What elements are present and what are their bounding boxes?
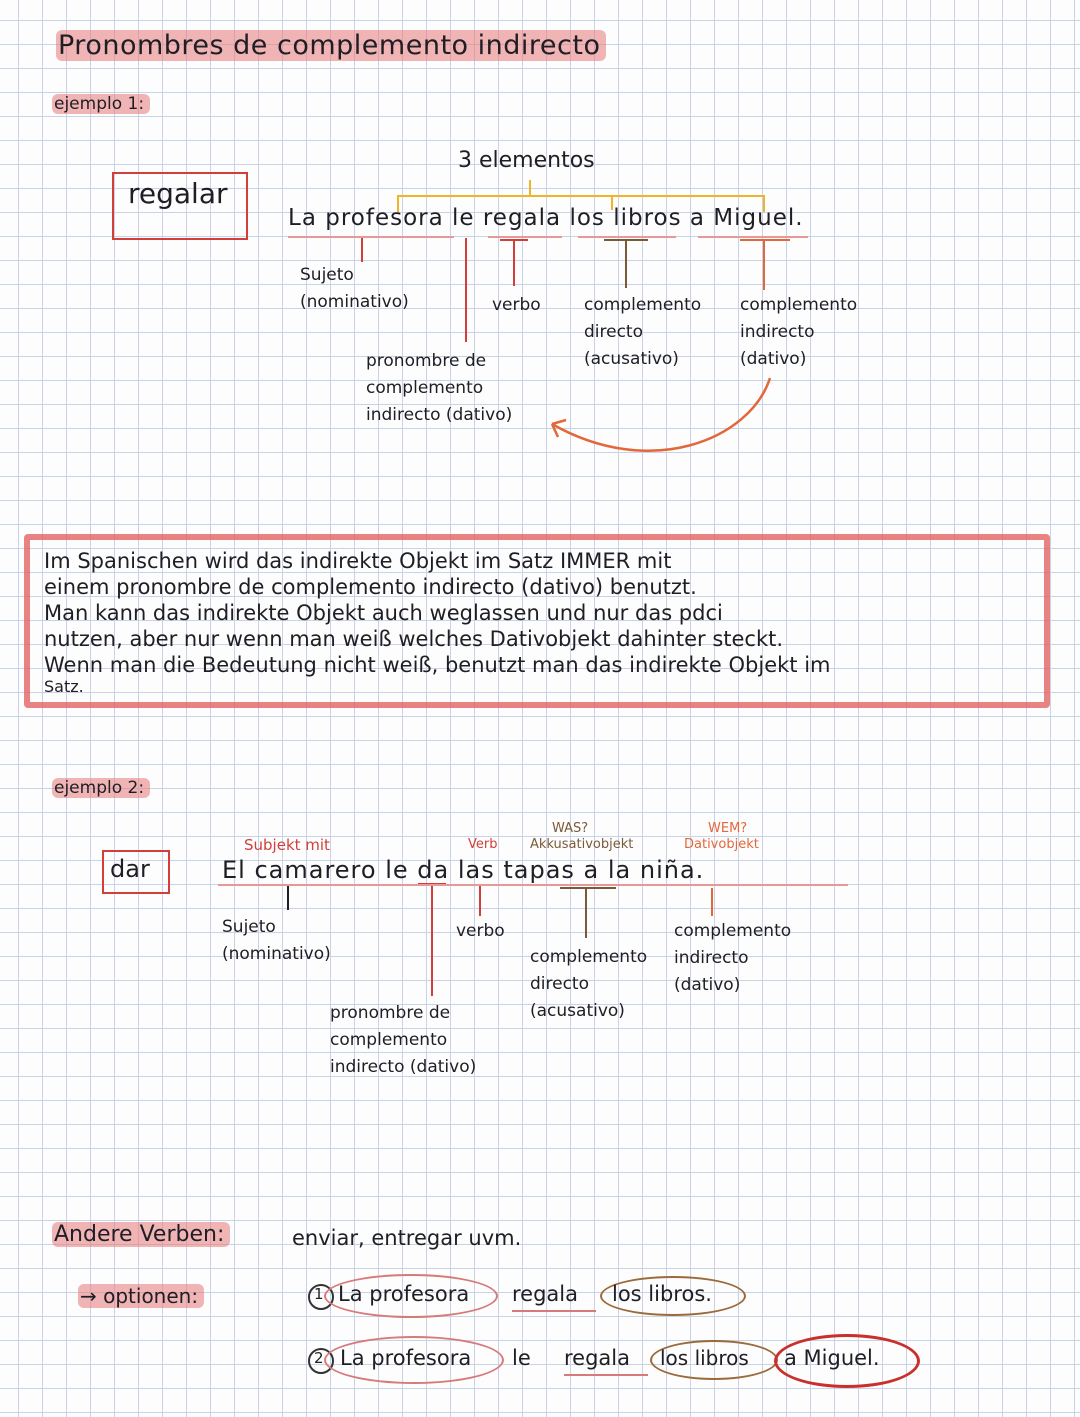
option1-verb: regala [512,1282,578,1306]
example1-label-sujeto: Sujeto (nominativo) [300,265,409,312]
example2-verb: dar [110,855,150,883]
annotation-verb: Verb [468,837,498,852]
annotation-subjekt: Subjekt mit [244,836,330,854]
example2-label-verbo: verbo [456,921,505,941]
ex2-connector-cd [560,888,616,938]
example1-underline-ci [698,236,808,238]
example1-underline [288,236,454,238]
example1-underline-verb [488,236,562,238]
note-line-3: Man kann das indirekte Objekt auch weglassen und nur das pdci [44,601,723,625]
connector-verbo [500,240,528,286]
connector-ci [740,240,790,290]
example2-sentence: El camarero le da las tapas a la niña. [222,856,705,884]
example2-underline [218,884,848,886]
example1-label-pronombre: pronombre de complemento indirecto (dativo) [366,351,513,425]
option2-indirect: a Miguel. [784,1346,880,1370]
option2-verb-underline [564,1374,648,1376]
example1-sentence: La profesora le regala los libros a Miguel. [288,205,804,231]
option2-verb: regala [564,1346,630,1370]
option2-number: 2 [314,1349,324,1367]
example1-heading: ejemplo 1: [52,96,150,113]
example2-label-pronombre: pronombre de complemento indirecto (dativo) [330,1003,477,1077]
annotation-akk: Akkusativobjekt [530,837,634,852]
example1-bracket-label: 3 elementos [458,148,595,173]
option2-subject: La profesora [340,1346,472,1370]
page-title: Pronombres de complemento indirecto [56,32,606,59]
example2-heading: ejemplo 2: [52,780,150,797]
example1-underline-cd [578,236,676,238]
andere-verben-list: enviar, entregar uvm. [292,1226,522,1250]
example2-label-sujeto: Sujeto (nominativo) [222,917,331,964]
arrow-head [552,420,566,437]
example1-label-ci: complemento indirecto (dativo) [740,295,858,369]
andere-verben-label: Andere Verben: [52,1224,230,1246]
example2-label-cd: complemento directo (acusativo) [530,947,648,1021]
note-line-1: Im Spanischen wird das indirekte Objekt im Satz IMMER mit [44,549,672,573]
note-line-2: einem pronombre de complemento indirecto (dativo) benutzt. [44,575,697,599]
annotation-was: WAS? [552,821,589,836]
option2-pronoun: le [512,1346,531,1370]
annotation-dat: Dativobjekt [684,837,759,852]
arrow-ci-to-pronombre [552,378,770,451]
note-line-5: Wenn man die Bedeutung nicht weiß, benutzt man das indirekte Objekt im [44,653,831,677]
option1-object: los libros. [612,1282,712,1306]
rule-note-box [24,534,1050,708]
note-line-4: nutzen, aber nur wenn man weiß welches Dativobjekt dahinter steckt. [44,627,784,651]
option1-number: 1 [314,1285,324,1303]
option1-verb-underline [512,1310,596,1312]
note-line-6: Satz. [44,677,84,696]
option1-subject: La profesora [338,1282,470,1306]
example1-label-verbo: verbo [492,295,541,315]
example1-verb: regalar [128,177,228,210]
ex2-connector-pronombre [418,884,446,996]
annotation-wem: WEM? [708,821,748,836]
connector-cd [604,240,648,288]
example2-label-ci: complemento indirecto (dativo) [674,921,792,995]
option2-object: los libros [660,1346,749,1370]
example1-label-cd: complemento directo (acusativo) [584,295,702,369]
optionen-label: → optionen: [78,1286,204,1306]
